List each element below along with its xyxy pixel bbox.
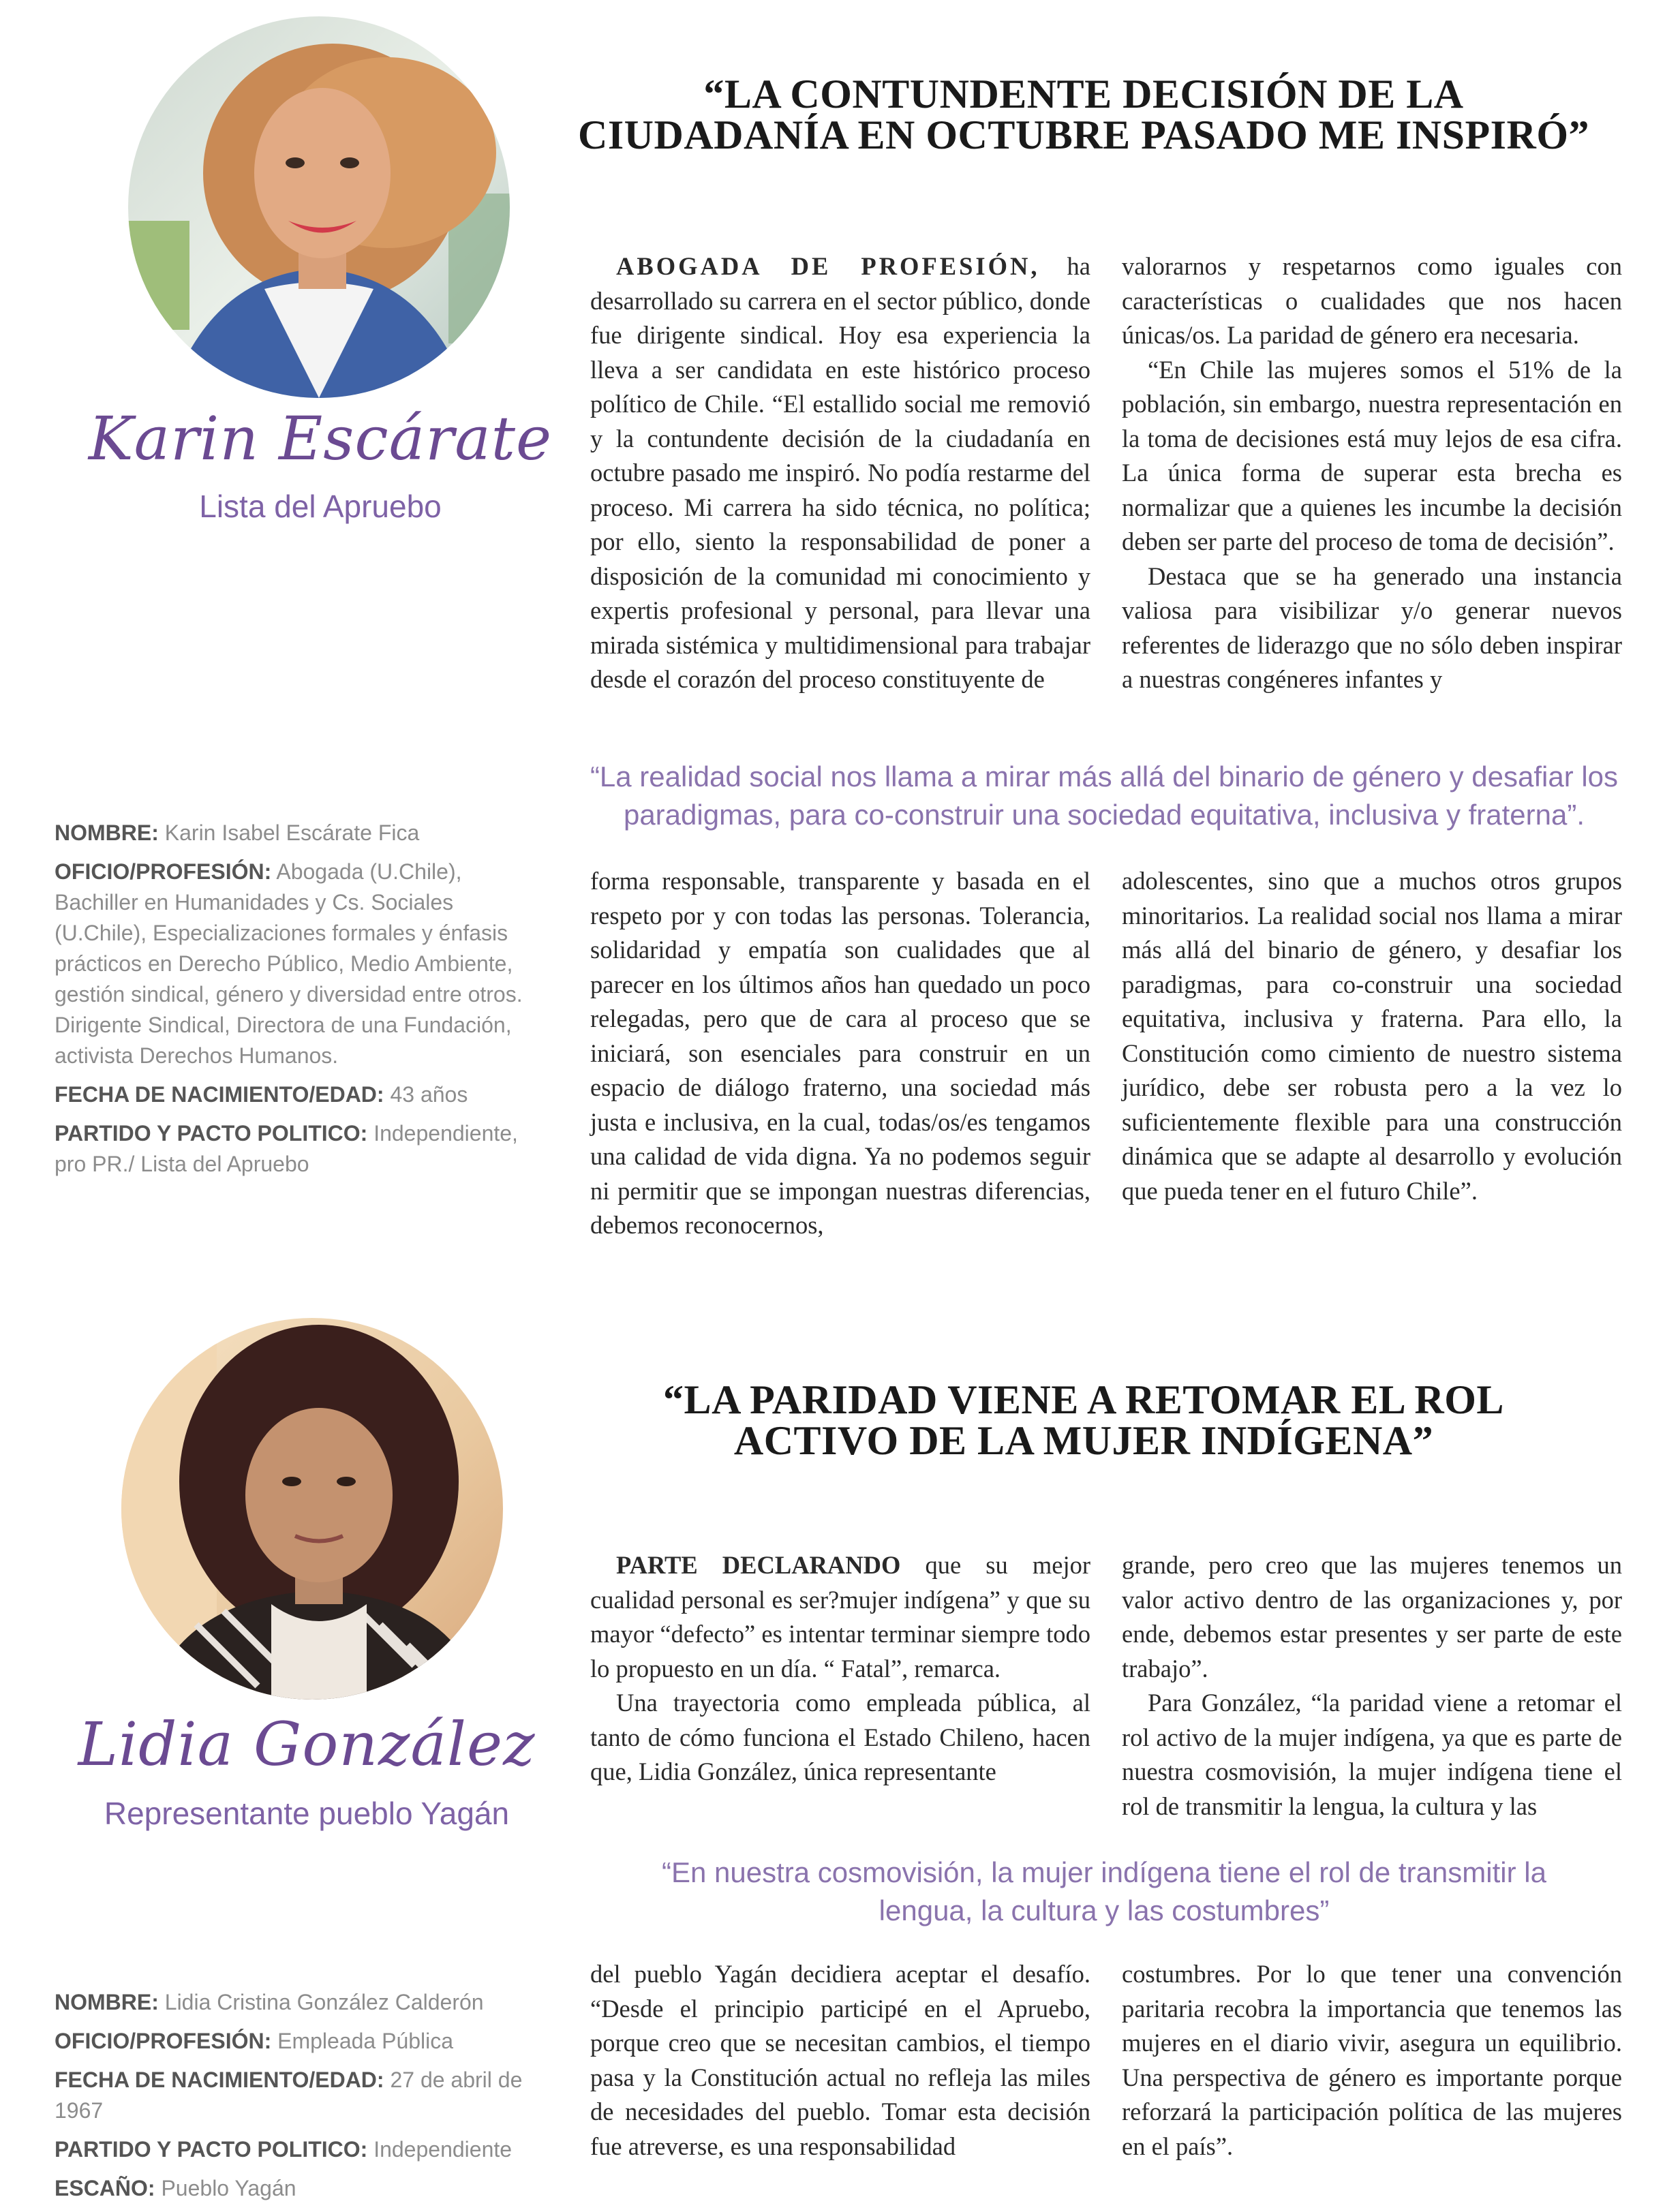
- headline-2-line-1: “LA PARIDAD VIENE A RETOMAR EL ROL: [663, 1377, 1504, 1422]
- portrait-karin-escarate: [128, 16, 510, 398]
- portrait-lidia-gonzalez: [121, 1318, 503, 1700]
- signature-name: Karin Escárate: [88, 403, 553, 474]
- headline-2: [532, 1379, 1636, 1461]
- article-2-col3-text: del pueblo Yagán decidiera aceptar el desafío. “Desde el principio participé en el Apruebo, porque creo que se necesitan cambios, el tiempo pasa y la Constitución actual no refleja las miles de necesidades del pueblo. Tomar esta decisión fue atreverse, es una responsabilidad: [590, 1960, 1090, 2160]
- pull-quote-1: [559, 758, 1649, 834]
- article-2-column-2: [1122, 1548, 1622, 1824]
- pull-quote-1-line-1: “La realidad social nos llama a mirar más allá del binario de género y desafiar los: [590, 761, 1619, 793]
- fact-profession: OFICIO/PROFESIÓN: Empleada Pública: [55, 2029, 454, 2053]
- fact-birth: FECHA DE NACIMIENTO/EDAD: 27 de abril de 1967: [55, 2068, 523, 2123]
- fact-birth: FECHA DE NACIMIENTO/EDAD: 43 años: [55, 1082, 468, 1107]
- headline-1-line-1: “LA CONTUNDENTE DECISIÓN DE LA: [703, 72, 1464, 117]
- candidate-list: Lista del Apruebo: [199, 489, 442, 524]
- pull-quote-2-line-2: lengua, la cultura y las costumbres”: [879, 1894, 1330, 1926]
- article-1-column-1: [590, 249, 1090, 697]
- signature-name: Lidia González: [78, 1709, 536, 1779]
- fact-box-1: [55, 818, 525, 1188]
- article-1-column-4: [1122, 864, 1622, 1208]
- fact-seat: ESCAÑO: Pueblo Yagán: [55, 2176, 296, 2200]
- article-2-col2-p1: grande, pero creo que las mujeres tenemos un valor activo dentro de las organizaciones y, por ende, debemos estar presentes y ser parte de este trabajo”.: [1122, 1551, 1622, 1683]
- fact-name: NOMBRE: Lidia Cristina González Calderón: [55, 1990, 484, 2014]
- article-1-column-2: [1122, 249, 1622, 697]
- article-1-col2-p3: Destaca que se ha generado una instancia valiosa para visibilizar y/o generar nuevos referentes de liderazgo que no sólo deben inspirar a nuestras congéneres infantes y: [1122, 562, 1622, 693]
- fact-profession: OFICIO/PROFESIÓN: Abogada (U.Chile), Bachiller en Humanidades y Cs. Sociales (U.Chile), Especializaciones formales y énfasis prácticos en Derecho Público, Medio Ambiente, gestión sindical, género y diversidad entre otros. Dirigente Sindical, Directora de una Fundación, activista Derechos Humanos.: [55, 859, 523, 1068]
- article-2-lead: PARTE DECLARANDO: [616, 1551, 901, 1579]
- fact-box-2: [55, 1987, 572, 2212]
- candidate-seat: Representante pueblo Yagán: [104, 1796, 510, 1831]
- article-1-col4-text: adolescentes, sino que a muchos otros grupos minoritarios. La realidad social nos llama a mirar más allá del binario de género, y desafiar los paradigmas, para co-construir una sociedad equitativa, inclusiva y fraterna. Para ello, la Constitución como cimiento de nuestro sistema jurídico, debe ser robusta pero a la vez lo suficientemente flexible para una construcción dinámica que se adapte al desarrollo y evolución que pueda tener en el futuro Chile”.: [1122, 867, 1622, 1205]
- article-2-col1-p2: Una trayectoria como empleada pública, al tanto de cómo funciona el Estado Chileno, hacen que, Lidia González, única representante: [590, 1689, 1090, 1785]
- portrait-lidia-image: [121, 1318, 503, 1700]
- article-2-col4-text: costumbres. Por lo que tener una convención paritaria recobra la importancia que tenemos las mujeres en el diario vivir, asegura un equilibrio. Una perspectiva de género es importante porque reforzará la participación política de las mujeres en el país”.: [1122, 1960, 1622, 2160]
- portrait-karin-image: [128, 16, 510, 398]
- pull-quote-1-line-2: paradigmas, para co-construir una sociedad equitativa, inclusiva y fraterna”.: [623, 799, 1585, 831]
- article-2-col1-text: que su mejor cualidad personal es ser?mujer indígena” y que su mayor “defecto” es intentar terminar siempre todo lo propuesto en un día. “ Fatal”, remarca.: [590, 1551, 1090, 1683]
- article-2-column-1: [590, 1548, 1090, 1789]
- pull-quote-2-line-1: “En nuestra cosmovisión, la mujer indígena tiene el rol de transmitir la: [662, 1856, 1546, 1888]
- headline-1-line-2: CIUDADANÍA EN OCTUBRE PASADO ME INSPIRÓ”: [577, 112, 1590, 157]
- fact-party: PARTIDO Y PACTO POLITICO: Independiente: [55, 2137, 513, 2162]
- headline-2-line-2: ACTIVO DE LA MUJER INDÍGENA”: [733, 1418, 1434, 1463]
- article-1-col1-text: ha desarrollado su carrera en el sector público, donde fue dirigente sindical. Hoy esa experiencia la lleva a ser candidata en este histórico proceso político de Chile. “El estallido social me removió y la contundente decisión de la ciudadanía en octubre pasado me inspiró. No podía restarme del proceso. Mi carrera ha sido técnica, no política; por ello, siento la responsabilidad de poner a disposición de la comunidad mi conocimiento y expertis profesional y personal, para llevar una mirada sistémica y multidimensional para trabajar desde el corazón del proceso constituyente de: [590, 252, 1090, 693]
- headline-1: [532, 74, 1636, 155]
- article-2-col2-p2: Para González, “la paridad viene a retomar el rol activo de la mujer indígena, ya que es parte de nuestra cosmovisión, la mujer indígena tiene el rol de transmitir la lengua, la cultura y las: [1122, 1689, 1622, 1820]
- pull-quote-2: [559, 1854, 1649, 1930]
- fact-name: NOMBRE: Karin Isabel Escárate Fica: [55, 820, 420, 845]
- article-1-col2-p1: valorarnos y respetarnos como iguales con características o cualidades que nos hacen únicas/os. La paridad de género era necesaria.: [1122, 252, 1622, 349]
- article-2-column-3: [590, 1957, 1090, 2164]
- article-1-col2-p2: “En Chile las mujeres somos el 51% de la población, sin embargo, nuestra representación en la toma de decisiones está muy lejos de esa cifra. La única forma de superar esta brecha es normalizar que a quienes les incumbe la decisión deben ser parte del proceso de toma de decisión”.: [1122, 355, 1622, 555]
- article-1-col3-text: forma responsable, transparente y basada en el respeto por y con todas las personas. Tolerancia, solidaridad y empatía son cualidades que al parecer en los últimos años han quedado un poco relegadas, pero que de cara al proceso que se iniciará, son esenciales para construir en un espacio de diálogo fraterno, una sociedad más justa e inclusiva, en la cual, todas/os/es tengamos una calidad de vida digna. Ya no podemos seguir ni permitir que se impongan nuestras diferencias, debemos reconocernos,: [590, 867, 1090, 1239]
- fact-party: PARTIDO Y PACTO POLITICO: Independiente, pro PR./ Lista del Apruebo: [55, 1121, 518, 1176]
- article-1-lead: ABOGADA DE PROFESIÓN,: [616, 252, 1040, 280]
- article-1-column-3: [590, 864, 1090, 1243]
- article-2-column-4: [1122, 1957, 1622, 2164]
